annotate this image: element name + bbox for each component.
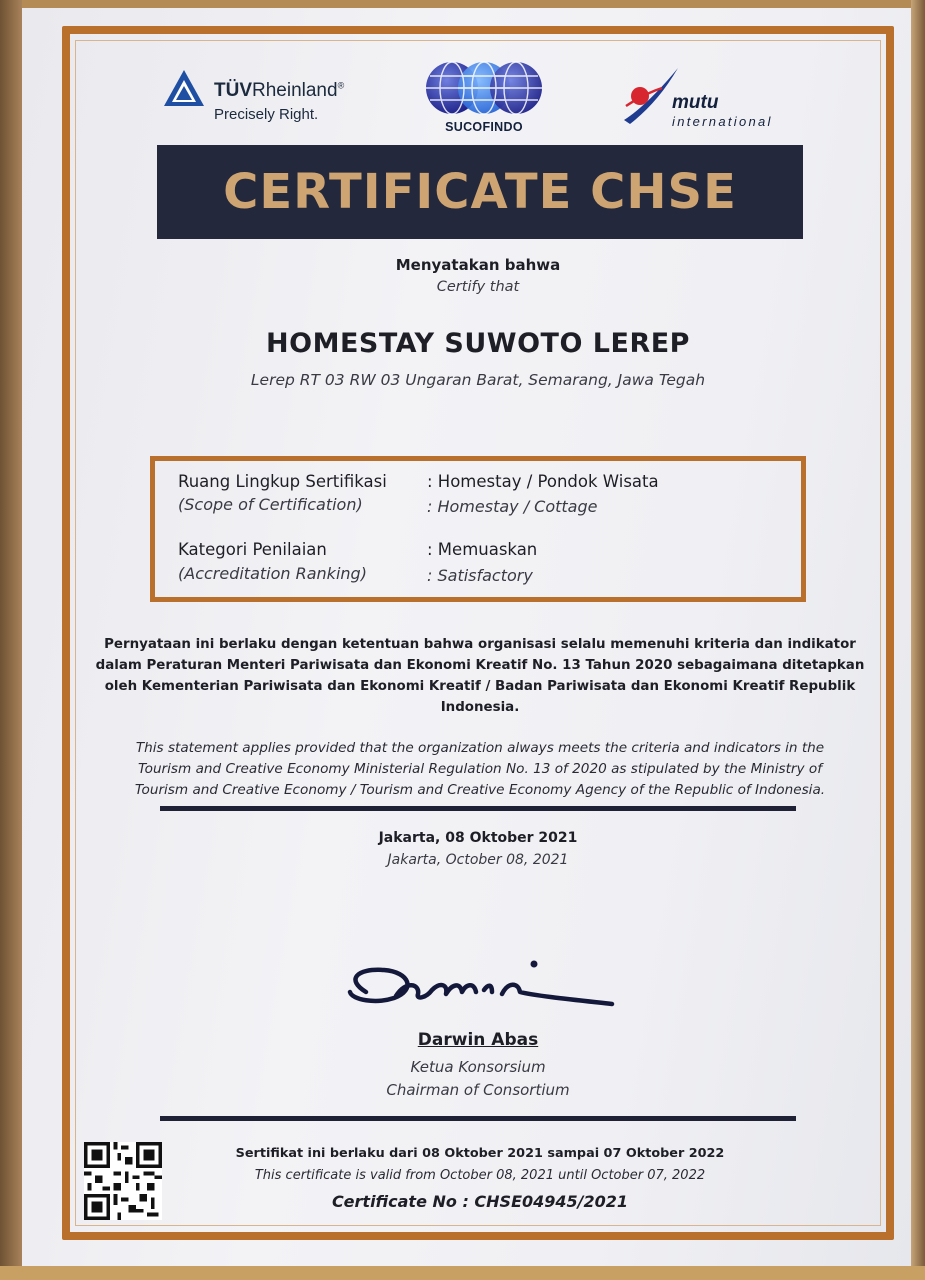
scope-value-en: : Homestay / Cottage xyxy=(427,497,598,516)
category-label-id: Kategori Penilaian xyxy=(178,540,327,559)
statement-id-line: Pernyataan ini berlaku dengan ketentuan bahwa organisasi selalu memenuhi kriteria dan indikator xyxy=(104,637,856,652)
organization-address: Lerep RT 03 RW 03 Ungaran Barat, Semarang, Jawa Tegah xyxy=(250,371,706,389)
certificate-number: Certificate No : CHSE04945/2021 xyxy=(331,1192,629,1211)
title-banner xyxy=(157,145,803,239)
statement-id xyxy=(95,634,865,718)
frame-wood-bottom xyxy=(0,1266,925,1280)
handwritten-signature xyxy=(336,950,626,1020)
tuv-logo-name: TÜVRheinland® xyxy=(214,80,345,101)
tuv-triangle-icon xyxy=(162,68,206,108)
sucofindo-logo xyxy=(420,60,548,140)
frame-wood-left xyxy=(0,0,22,1280)
scope-value-id: : Homestay / Pondok Wisata xyxy=(427,472,659,491)
signer-role-id: Ketua Konsorsium xyxy=(410,1058,546,1076)
validity-en: This certificate is valid from October 08, 2021 until October 07, 2022 xyxy=(254,1168,706,1183)
mutu-logo-sub: international xyxy=(672,114,773,129)
intro-id: Menyatakan bahwa xyxy=(395,256,561,274)
category-value-id: : Memuaskan xyxy=(427,540,538,559)
statement-id-line: dalam Peraturan Menteri Pariwisata dan Ekonomi Kreatif No. 13 Tahun 2020 sebagaimana ditetapkan xyxy=(95,658,865,673)
mutu-international-logo xyxy=(620,62,800,132)
qr-code xyxy=(84,1142,162,1220)
divider-rule xyxy=(160,806,796,811)
intro-en: Certify that xyxy=(436,279,520,295)
category-label-en: (Accreditation Ranking) xyxy=(178,564,367,583)
statement-en xyxy=(95,738,865,801)
category-value-en: : Satisfactory xyxy=(427,566,533,585)
signer-name: Darwin Abas xyxy=(417,1030,539,1050)
sucofindo-logo-text: SUCOFINDO xyxy=(445,120,523,134)
date-id: Jakarta, 08 Oktober 2021 xyxy=(378,830,578,846)
divider-rule-bottom xyxy=(160,1116,796,1121)
organization-name: HOMESTAY SUWOTO LEREP xyxy=(266,328,690,359)
statement-en-line: Tourism and Creative Economy / Tourism and Creative Economy Agency of the Republic of Indonesia. xyxy=(134,782,826,798)
validity-id: Sertifikat ini berlaku dari 08 Oktober 2021 sampai 07 Oktober 2022 xyxy=(235,1146,725,1161)
frame-wood-right xyxy=(911,0,925,1280)
mutu-swoosh-icon xyxy=(620,62,680,128)
tuv-rheinland-logo xyxy=(162,68,392,128)
scope-label-id: Ruang Lingkup Sertifikasi xyxy=(178,472,387,491)
scope-label-en: (Scope of Certification) xyxy=(178,495,363,514)
statement-id-line: oleh Kementerian Pariwisata dan Ekonomi Kreatif / Badan Pariwisata dan Ekonomi Kreatif Republik xyxy=(104,679,856,694)
sucofindo-globes-icon xyxy=(420,60,548,118)
mutu-logo-name: mutu xyxy=(672,92,719,113)
statement-en-line: Tourism and Creative Economy Ministerial Regulation No. 13 of 2020 as stipulated by the Ministry of xyxy=(138,761,822,777)
statement-id-line: Indonesia. xyxy=(440,700,520,715)
statement-en-line: This statement applies provided that the organization always meets the criteria and indicators in the xyxy=(135,740,825,756)
certificate-title: CERTIFICATE CHSE xyxy=(223,164,737,220)
date-en: Jakarta, October 08, 2021 xyxy=(387,852,569,868)
tuv-logo-tagline: Precisely Right. xyxy=(214,106,319,123)
signer-role-en: Chairman of Consortium xyxy=(386,1081,570,1099)
